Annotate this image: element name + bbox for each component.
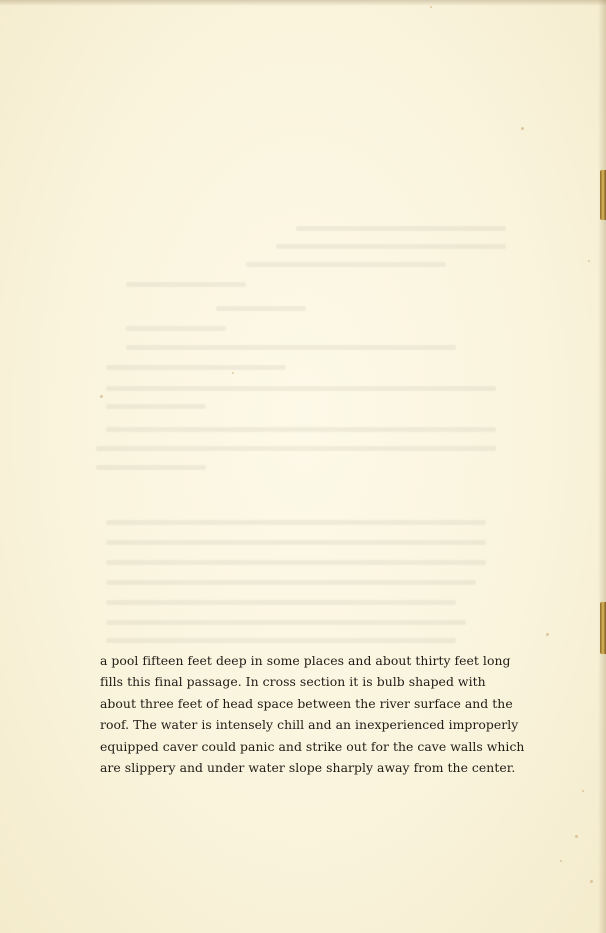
binding-clip-top bbox=[600, 170, 606, 220]
paper-speck bbox=[546, 633, 549, 636]
text-line: about three feet of head space between the river surface and the bbox=[100, 695, 513, 711]
text-line: equipped caver could panic and strike out for the cave walls which bbox=[100, 738, 525, 754]
paper-speck bbox=[560, 860, 562, 862]
paper-speck bbox=[588, 260, 590, 262]
text-line: roof. The water is intensely chill and an inexperienced improperly bbox=[100, 717, 519, 733]
body-paragraph bbox=[100, 650, 530, 778]
paper-speck bbox=[582, 790, 584, 792]
text-line: fills this final passage. In cross section it is bulb shaped with bbox=[100, 674, 486, 690]
paper-speck bbox=[575, 835, 578, 838]
text-line: are slippery and under water slope sharply away from the center. bbox=[100, 760, 516, 776]
paper-speck bbox=[590, 880, 593, 883]
binding-clip-bottom bbox=[600, 602, 606, 654]
paper-speck bbox=[100, 395, 103, 398]
paper-speck bbox=[232, 372, 234, 374]
paper-speck bbox=[430, 6, 432, 8]
text-line: a pool fifteen feet deep in some places and about thirty feet long bbox=[100, 653, 511, 668]
paper-speck bbox=[521, 127, 524, 130]
